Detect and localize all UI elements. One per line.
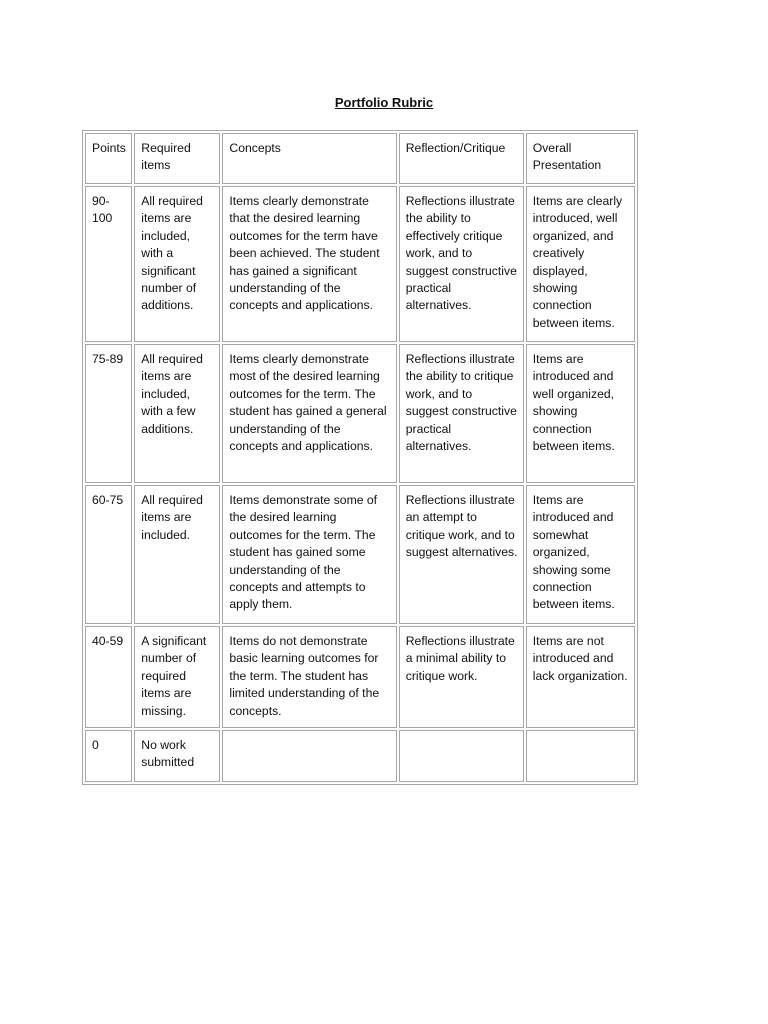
document-title: Portfolio Rubric [334, 95, 434, 110]
table-row [85, 626, 635, 728]
cell-presentation: Items are introduced and somewhat organized, showing some connection between items. [526, 485, 635, 624]
cell-required-items: All required items are included. [134, 485, 220, 624]
cell-required-items: No work submitted [134, 730, 220, 782]
header-concepts: Concepts [222, 133, 396, 184]
cell-concepts: Items demonstrate some of the desired learning outcomes for the term. The student has gained some understanding of the concepts and attempts to apply them. [222, 485, 396, 624]
cell-concepts [222, 730, 396, 782]
cell-concepts: Items clearly demonstrate that the desired learning outcomes for the term have been achieved. The student has gained a significant understanding of the concepts and applications. [222, 186, 396, 342]
cell-presentation: Items are clearly introduced, well organized, and creatively displayed, showing connection between items. [526, 186, 635, 342]
cell-required-items: A significant number of required items are missing. [134, 626, 220, 728]
cell-reflection: Reflections illustrate the ability to effectively critique work, and to suggest constructive practical alternatives. [399, 186, 524, 342]
cell-points: 60-75 [85, 485, 132, 624]
cell-points: 90-100 [85, 186, 132, 342]
table-row [85, 344, 635, 483]
cell-required-items: All required items are included, with a few additions. [134, 344, 220, 483]
cell-required-items: All required items are included, with a significant number of additions. [134, 186, 220, 342]
rubric-table [82, 130, 638, 785]
cell-reflection: Reflections illustrate an attempt to critique work, and to suggest alternatives. [399, 485, 524, 624]
header-required-items: Required items [134, 133, 220, 184]
cell-reflection: Reflections illustrate the ability to critique work, and to suggest constructive practical alternatives. [399, 344, 524, 483]
cell-concepts: Items clearly demonstrate most of the desired learning outcomes for the term. The student has gained a general understanding of the concepts and applications. [222, 344, 396, 483]
cell-points: 40-59 [85, 626, 132, 728]
cell-reflection [399, 730, 524, 782]
table-row [85, 730, 635, 782]
cell-presentation: Items are not introduced and lack organization. [526, 626, 635, 728]
header-overall-presentation: Overall Presentation [526, 133, 635, 184]
cell-reflection: Reflections illustrate a minimal ability to critique work. [399, 626, 524, 728]
cell-points: 75-89 [85, 344, 132, 483]
cell-presentation: Items are introduced and well organized, showing connection between items. [526, 344, 635, 483]
table-header-row [85, 133, 635, 184]
cell-presentation [526, 730, 635, 782]
cell-points: 0 [85, 730, 132, 782]
cell-concepts: Items do not demonstrate basic learning outcomes for the term. The student has limited understanding of the concepts. [222, 626, 396, 728]
header-points: Points [85, 133, 132, 184]
table-row [85, 186, 635, 342]
header-reflection-critique: Reflection/Critique [399, 133, 524, 184]
table-row [85, 485, 635, 624]
